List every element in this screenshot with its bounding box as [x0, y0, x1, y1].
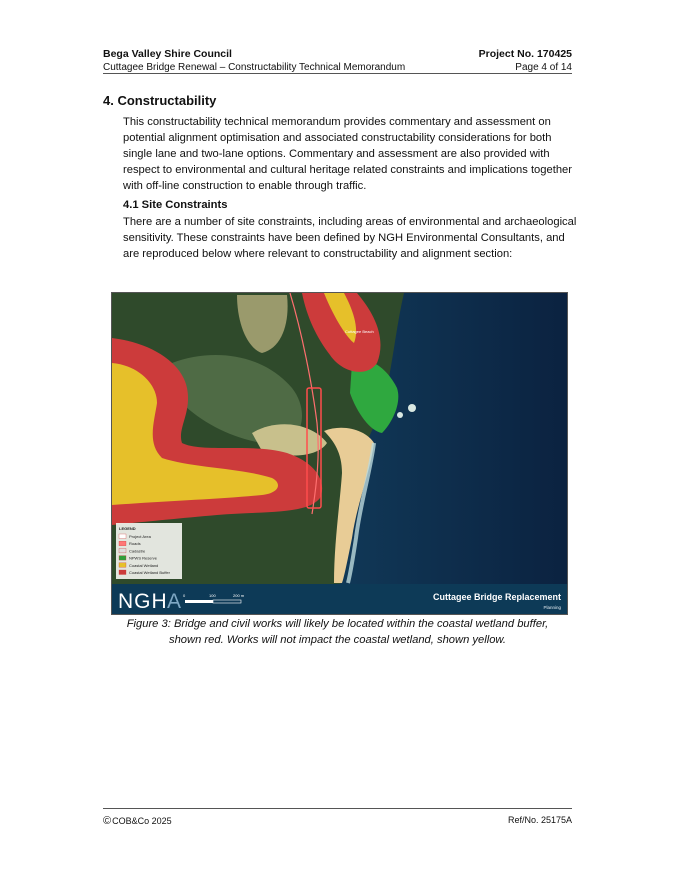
footer-copyright	[103, 815, 172, 827]
subsection-heading: 4.1 Site Constraints	[123, 199, 228, 211]
map-legend	[116, 523, 182, 579]
site-constraints-map	[111, 292, 568, 615]
legend-swatch	[119, 556, 126, 561]
legend-swatch	[119, 570, 126, 575]
map-title: Cuttagee Bridge Replacement	[432, 592, 561, 602]
legend-label: Roads	[129, 541, 141, 547]
header-organisation: Bega Valley Shire Council	[103, 48, 232, 60]
ngh-logo: NGH	[118, 590, 168, 613]
page-footer	[103, 815, 572, 827]
scale-bar-fill	[185, 600, 213, 603]
scale-label-2: 200 m	[233, 593, 245, 598]
legend-label: Coastal Wetland	[129, 562, 159, 568]
footer-divider	[103, 808, 572, 809]
legend-swatch	[119, 541, 126, 546]
header-document-title: Cuttagee Bridge Renewal – Constructability Technical Memorandum	[103, 62, 406, 73]
legend-label: Coastal Wetland Buffer	[129, 570, 170, 575]
footer-copyright-text: COB&Co 2025	[112, 816, 172, 826]
legend-label: Project Area	[129, 534, 151, 539]
legend-label: NPWS Reserve	[129, 555, 158, 561]
legend-title: LEGEND	[119, 526, 136, 531]
legend-label: Cadastre	[129, 548, 146, 554]
map-subtitle: Planning	[543, 605, 561, 610]
legend-swatch	[119, 563, 126, 568]
ngh-logo-a: A	[167, 590, 182, 613]
page-header	[103, 48, 572, 73]
scale-label-1: 100	[209, 593, 216, 598]
header-divider	[103, 73, 572, 74]
section-paragraph: This constructability technical memorandum provides commentary and assessment on potential alignment optimisation and associated constructability considerations for both single lane and two-lane options. Commentary and assessment are also provided with respect to environmental and cultural heritage related constraints and implications together with off-line construction to enable through traffic.	[123, 116, 572, 192]
footer-reference: Ref/No. 25175A	[507, 815, 572, 825]
legend-swatch	[119, 534, 126, 539]
section-heading: 4. Constructability	[103, 93, 217, 108]
copyright-icon: ©	[103, 815, 112, 827]
header-project-number: Project No. 170425	[478, 48, 572, 60]
subsection-paragraph: There are a number of site constraints, including areas of environmental and archaeological sensitivity. These constraints have been defined by NGH Environmental Consultants, and are reproduced below where relevant to constructability and alignment section:	[123, 216, 577, 260]
place-label: Cuttagee Beach	[345, 329, 374, 334]
figure-caption: Figure 3: Bridge and civil works will likely be located within the coastal wetland buffer, shown red. Works will not impact the coastal wetland, shown yellow.	[126, 618, 549, 646]
scale-label-0: 0	[183, 593, 186, 598]
header-page-number: Page 4 of 14	[515, 62, 572, 73]
legend-swatch	[119, 548, 126, 553]
rock-1	[408, 404, 416, 412]
rock-2	[397, 412, 403, 418]
